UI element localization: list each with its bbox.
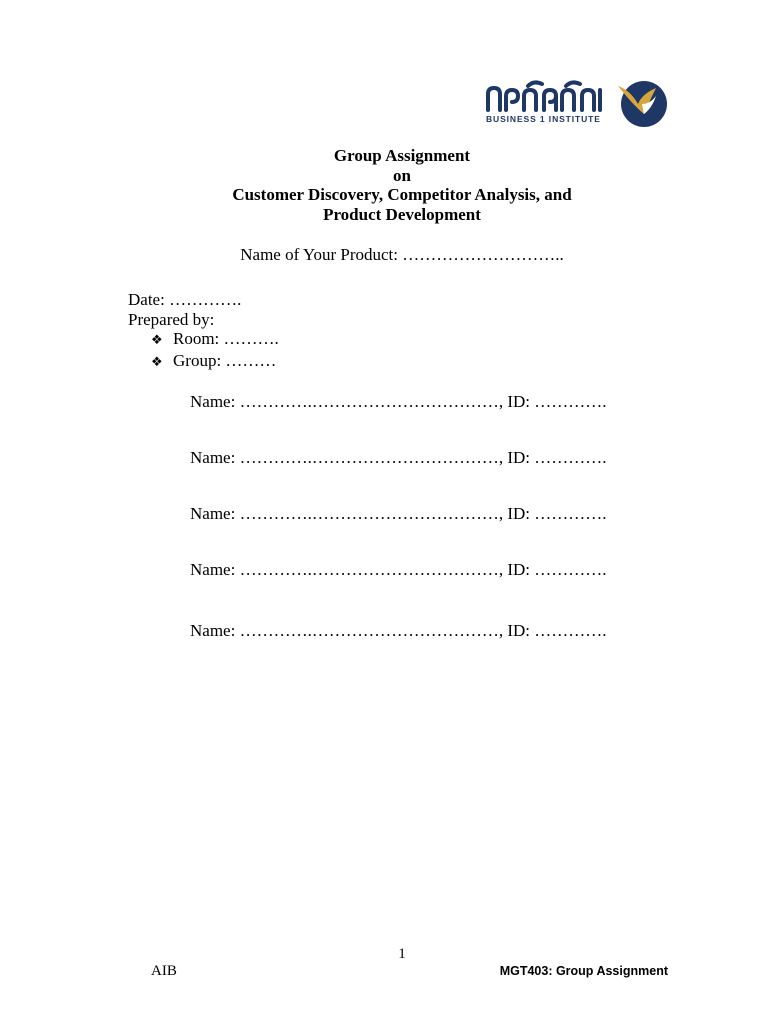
date-line: Date: …………. bbox=[128, 290, 242, 309]
title-line-3: Customer Discovery, Competitor Analysis, and bbox=[232, 185, 572, 204]
group-line bbox=[128, 351, 279, 373]
diamond-bullet-icon: ❖ bbox=[151, 354, 163, 370]
group-text: Group: ……… bbox=[173, 350, 277, 370]
logo-tagline: BUSINESS 1 INSTITUTE bbox=[486, 114, 601, 124]
title-line-4: Product Development bbox=[323, 204, 481, 224]
meta-section bbox=[128, 290, 279, 372]
product-name-line: Name of Your Product: ……………………….. bbox=[240, 245, 564, 264]
room-line bbox=[128, 329, 279, 351]
bird-emblem-icon bbox=[616, 80, 668, 128]
institute-logo bbox=[484, 80, 672, 130]
title-line-2: on bbox=[393, 165, 411, 185]
title-line-1: Group Assignment bbox=[333, 146, 471, 165]
document-title bbox=[160, 146, 644, 224]
member-line-4: Name: ………….……………………………, ID: …………. bbox=[190, 560, 607, 579]
footer-left-text: AIB bbox=[151, 963, 177, 979]
diamond-bullet-icon: ❖ bbox=[151, 333, 163, 348]
footer-right-text: MGT403: Group Assignment bbox=[499, 964, 668, 978]
room-text: Room: ………. bbox=[173, 329, 279, 348]
khmer-logotype-icon bbox=[484, 80, 608, 114]
member-line-1: Name: ………….……………………………, ID: …………. bbox=[190, 392, 607, 411]
member-line-2: Name: ………….……………………………, ID: …………. bbox=[190, 448, 607, 467]
member-line-5: Name: ………….……………………………, ID: …………. bbox=[190, 621, 607, 640]
page-number: 1 bbox=[398, 946, 406, 962]
prepared-by-label: Prepared by: bbox=[128, 309, 215, 329]
member-line-3: Name: ………….……………………………, ID: …………. bbox=[190, 504, 607, 523]
